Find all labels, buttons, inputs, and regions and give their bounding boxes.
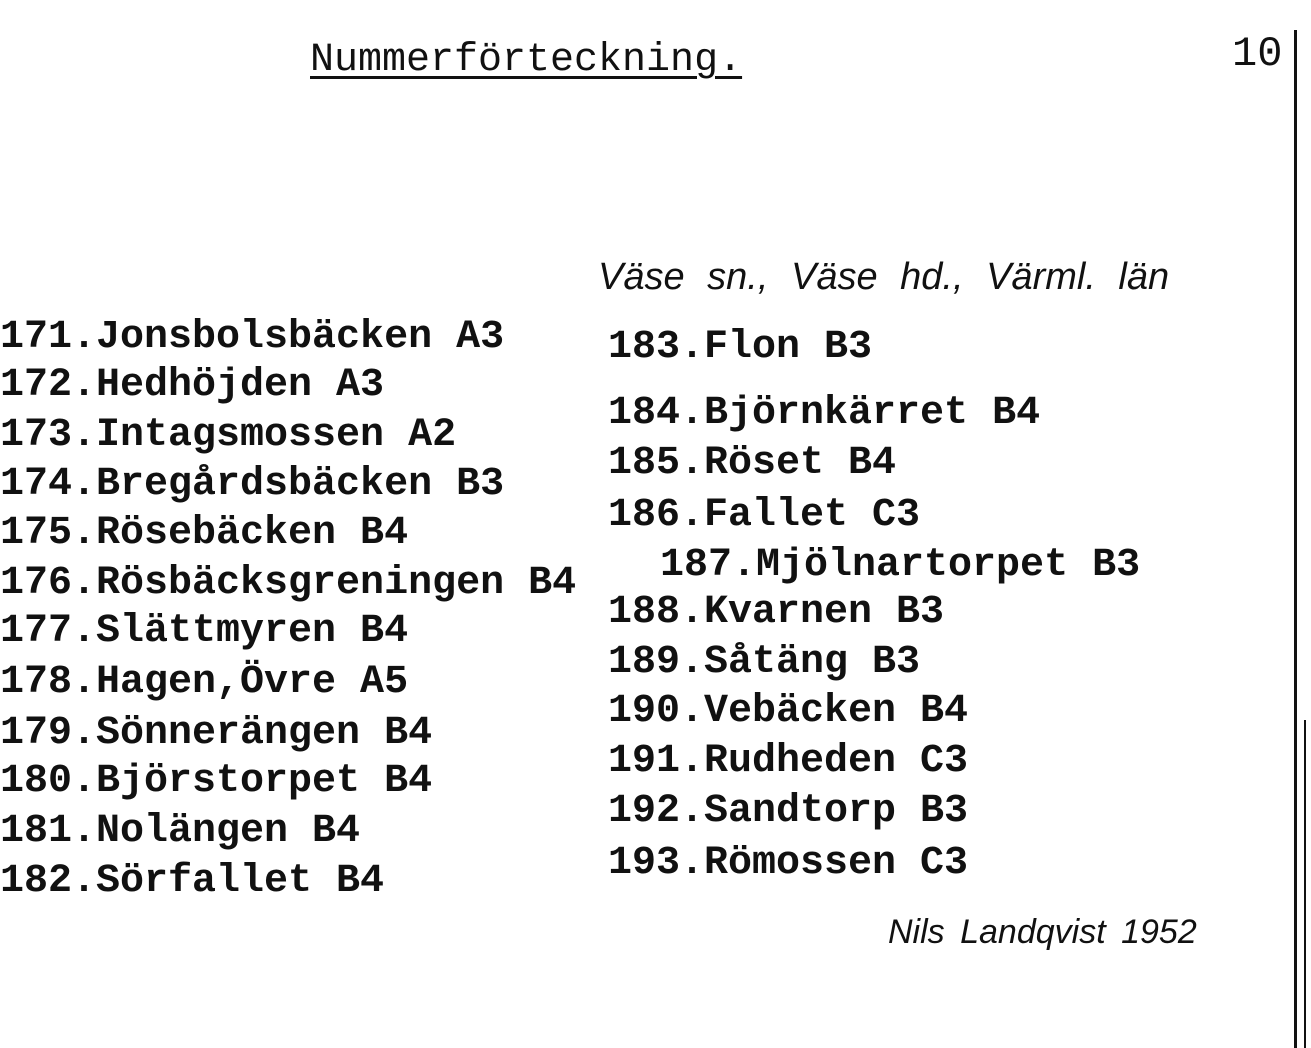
page-edge-line-lower <box>1304 720 1306 1048</box>
list-item: 184.Björnkärret B4 <box>608 391 1041 436</box>
page-edge-line <box>1294 30 1297 1048</box>
list-item: 187.Mjölnartorpet B3 <box>660 543 1141 588</box>
list-item: 190.Vebäcken B4 <box>608 689 969 734</box>
list-item: 176.Rösbäcksgreningen B4 <box>0 561 577 606</box>
list-item: 177.Slättmyren B4 <box>0 609 409 654</box>
page-number: 10 <box>1232 30 1283 78</box>
list-item: 193.Römossen C3 <box>608 841 969 886</box>
list-item: 192.Sandtorp B3 <box>608 789 969 834</box>
list-item: 171.Jonsbolsbäcken A3 <box>0 315 505 360</box>
list-item: 173.Intagsmossen A2 <box>0 413 457 458</box>
list-item: 182.Sörfallet B4 <box>0 859 385 904</box>
list-item: 188.Kvarnen B3 <box>608 590 945 635</box>
list-item: 172.Hedhöjden A3 <box>0 363 385 408</box>
list-item: 189.Såtäng B3 <box>608 640 921 685</box>
author-signature: Nils Landqvist 1952 <box>888 913 1197 951</box>
list-item: 178.Hagen,Övre A5 <box>0 660 409 705</box>
list-item: 191.Rudheden C3 <box>608 739 969 784</box>
page-title: Nummerförteckning. <box>310 38 743 83</box>
list-item: 175.Rösebäcken B4 <box>0 511 409 556</box>
list-item: 180.Björstorpet B4 <box>0 759 433 804</box>
list-item: 183.Flon B3 <box>608 325 873 370</box>
location-caption: Väse sn., Väse hd., Värml. län <box>598 256 1170 298</box>
list-item: 181.Nolängen B4 <box>0 809 361 854</box>
list-item: 185.Röset B4 <box>608 441 897 486</box>
list-item: 179.Sönnerängen B4 <box>0 711 433 756</box>
list-item: 174.Bregårdsbäcken B3 <box>0 462 505 507</box>
list-item: 186.Fallet C3 <box>608 493 921 538</box>
